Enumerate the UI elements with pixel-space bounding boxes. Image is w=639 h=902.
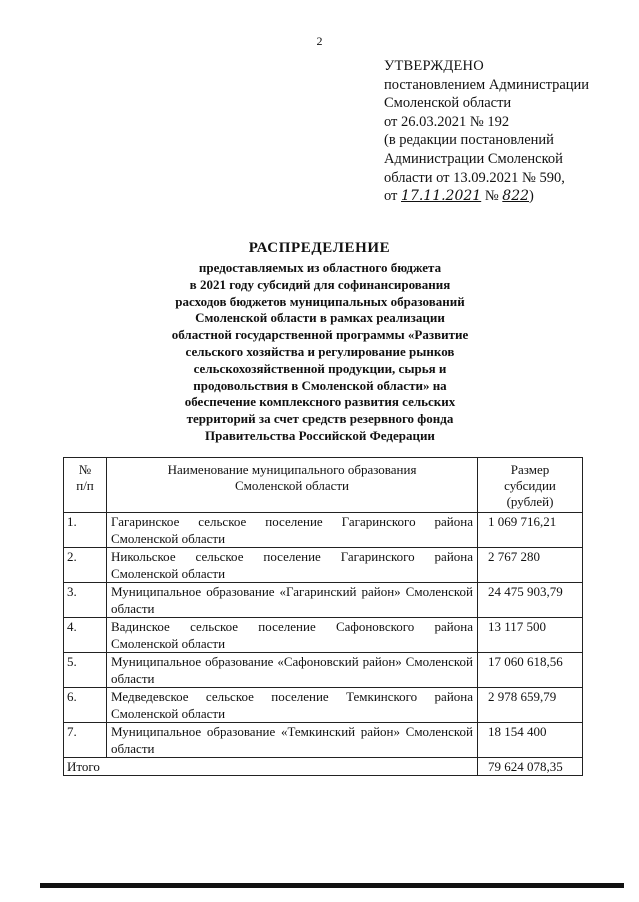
total-amount: 79 624 078,35 <box>478 758 583 776</box>
row-amount: 18 154 400 <box>478 723 583 758</box>
closing-paren: ) <box>529 188 534 205</box>
table-row <box>64 513 583 548</box>
approval-line: от 26.03.2021 № 192 <box>384 113 510 130</box>
subtitle-line: сельского хозяйства и регулирование рынков <box>185 343 455 359</box>
row-number: 5. <box>64 653 107 688</box>
row-name: Муниципальное образование «Темкинский район» Смоленской области <box>107 723 478 758</box>
subtitle-line: расходов бюджетов муниципальных образований <box>175 293 465 309</box>
header-amount <box>478 458 583 513</box>
table-total-row <box>64 758 583 776</box>
approval-line: (в редакции постановлений <box>384 132 554 149</box>
table-row <box>64 548 583 583</box>
subtitle-line: сельскохозяйственной продукции, сырья и <box>193 360 447 376</box>
subtitle-line: Правительства Российской Федерации <box>205 427 435 443</box>
approval-last-line <box>384 187 624 206</box>
approval-last-prefix: от <box>384 188 398 205</box>
row-number: 2. <box>64 548 107 583</box>
document-title: РАСПРЕДЕЛЕНИЕ <box>248 240 391 256</box>
row-amount: 2 978 659,79 <box>478 688 583 723</box>
row-number: 1. <box>64 513 107 548</box>
number-sign: № <box>484 188 499 205</box>
row-amount: 2 767 280 <box>478 548 583 583</box>
approval-line: Смоленской области <box>384 95 512 112</box>
header-number-line: № <box>78 462 92 477</box>
row-amount: 1 069 716,21 <box>478 513 583 548</box>
table-row <box>64 688 583 723</box>
subsidy-table <box>63 457 583 776</box>
row-name: Вадинское сельское поселение Сафоновского района Смоленской области <box>107 618 478 653</box>
bottom-rule <box>40 883 624 888</box>
table-row <box>64 653 583 688</box>
row-number: 7. <box>64 723 107 758</box>
row-amount: 24 475 903,79 <box>478 583 583 618</box>
table-row <box>64 723 583 758</box>
header-name <box>107 458 478 513</box>
subtitle-line: обеспечение комплексного развития сельских <box>184 394 456 410</box>
subtitle-line: территорий за счет средств резервного фонда <box>186 411 454 427</box>
subtitle-line: предоставляемых из областного бюджета <box>198 260 442 275</box>
subtitle-line: областной государственной программы «Развитие <box>171 327 469 343</box>
header-amount-line: субсидии <box>504 478 556 493</box>
approval-line: Администрации Смоленской <box>384 150 563 167</box>
approval-heading: УТВЕРЖДЕНО <box>384 58 484 74</box>
total-label: Итого <box>64 758 478 776</box>
handwritten-number: 822 <box>502 188 530 205</box>
approval-line: постановлением Администрации <box>384 76 590 93</box>
row-name: Гагаринское сельское поселение Гагаринского района Смоленской области <box>107 513 478 548</box>
row-name: Медведевское сельское поселение Темкинского района Смоленской области <box>107 688 478 723</box>
header-amount-line: (рублей) <box>506 494 554 509</box>
subtitle-line: Смоленской области в рамках реализации <box>195 310 445 326</box>
header-number-line: п/п <box>76 478 94 493</box>
subtitle-line: продовольствия в Смоленской области» на <box>193 377 447 393</box>
row-number: 3. <box>64 583 107 618</box>
document-subtitle <box>120 260 520 445</box>
header-amount-line: Размер <box>510 462 550 477</box>
table-row <box>64 583 583 618</box>
table-header-row <box>64 458 583 513</box>
header-name-line: Смоленской области <box>234 478 350 493</box>
approval-line: области от 13.09.2021 № 590, <box>384 169 565 186</box>
row-name: Муниципальное образование «Гагаринский район» Смоленской области <box>107 583 478 618</box>
row-number: 4. <box>64 618 107 653</box>
header-name-line: Наименование муниципального образования <box>167 462 417 477</box>
row-name: Никольское сельское поселение Гагаринского района Смоленской области <box>107 548 478 583</box>
row-amount: 13 117 500 <box>478 618 583 653</box>
header-number <box>64 458 107 513</box>
approval-block <box>384 57 624 206</box>
page-number: 2 <box>316 34 323 48</box>
row-name: Муниципальное образование «Сафоновский район» Смоленской области <box>107 653 478 688</box>
subtitle-line: в 2021 году субсидий для софинансирования <box>189 276 451 292</box>
handwritten-date: 17.11.2021 <box>401 188 482 205</box>
table-row <box>64 618 583 653</box>
row-amount: 17 060 618,56 <box>478 653 583 688</box>
row-number: 6. <box>64 688 107 723</box>
